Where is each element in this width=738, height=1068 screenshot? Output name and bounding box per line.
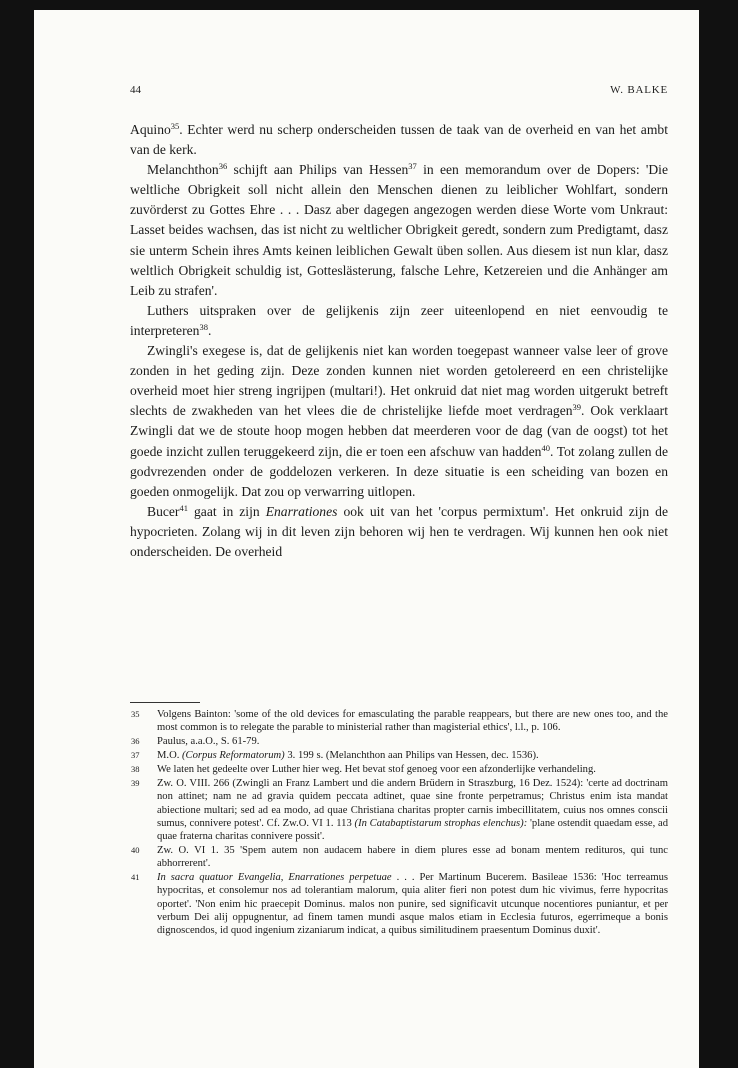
running-head: W. BALKE [610, 84, 668, 96]
text-run: Aquino [130, 122, 171, 137]
footnote-ref-36: 36 [218, 161, 228, 172]
text-run: Luthers uitspraken over de gelijkenis zijn zeer uiteenlopend en niet eenvoudig te interpreteren [130, 302, 668, 338]
footnote-number: 38 [131, 764, 140, 775]
footnote-39 [130, 777, 668, 843]
footnote-36 [130, 735, 668, 748]
footnote-text: We laten het gedeelte over Luther hier weg. Het bevat stof genoeg voor een afzonderlijke verhandeling. [157, 764, 596, 776]
footnote-rule [130, 702, 200, 703]
text-run: . Tot zolang zullen de godvrezenden onder de goddelozen verkeren. In deze situatie is een scheiding van bozen en goeden onmogelijk. Dat zou op verwarring uitlopen. [130, 443, 668, 499]
footnote-number: 37 [131, 750, 140, 761]
page-header [130, 84, 668, 100]
text-run: schijft aan Philips van Hessen [227, 162, 409, 178]
footnote-text: Paulus, a.a.O., S. 61-79. [157, 736, 260, 748]
footnote-text: M.O. [157, 750, 183, 762]
footnote-ref-40: 40 [541, 442, 550, 453]
footnote-italic: (Corpus Reformatorum) [182, 750, 285, 762]
text-run: Melanchthon [147, 162, 219, 178]
footnote-text: 'plane ostendit quaedam esse, ad quae fraterna charitas connivere possit'. [157, 817, 668, 843]
footnote-ref-39: 39 [572, 402, 582, 413]
footnote-text: Volgens Bainton: 'some of the old devices for emasculating the parable reappears, but there are new ones too, and the most common is to relegate the parable to ministerial rather than magisterial ethics', l.l., p. 106. [157, 709, 668, 734]
footnote-number: 40 [131, 845, 140, 856]
text-run: . Echter werd nu scherp onderscheiden tussen de taak van de overheid en van het ambt van de kerk. [130, 122, 668, 158]
footnote-number: 41 [131, 872, 140, 883]
footnote-number: 35 [131, 709, 140, 719]
footnote-ref-41: 41 [179, 502, 188, 513]
text-run: Bucer [147, 503, 180, 519]
page-edge-shadow [699, 10, 702, 1068]
body-text [130, 120, 668, 562]
footnote-ref-38: 38 [199, 321, 208, 332]
text-run: gaat in zijn [187, 503, 266, 519]
footnote-italic: (In Catabaptistarum strophas elenchus): [354, 817, 528, 829]
footnote-ref-35: 35 [170, 121, 180, 131]
footnote-40 [130, 844, 668, 870]
footnote-ref-37: 37 [408, 161, 417, 172]
footnote-text: Zw. O. VIII. 266 (Zwingli an Franz Lambert und die andern Brüdern in Straszburg, 16 Dez. 1524): 'certe ad doctrinam non attinet; nam ne ad gravia quidem peccata adtinet, quae sine fronte perpetramus; Christus enim ista mandat abiectione multari; sed ad ea modo, ad quae Christiana charitas propter carnis imbecillitatem, cuius nos omnes conscii sumus, connivere potest'. Cf. Zw.O. VI 1. 113 [157, 778, 668, 829]
footnote-italic: In sacra quatuor Evangelia, Enarrationes perpetuae [157, 872, 392, 884]
paragraph-1 [130, 120, 668, 160]
text-run: Zwingli's exegese is, dat de gelijkenis niet kan worden toegepast wanneer valse leer of grove zonden in het geding zijn. Deze zonden kunnen niet worden getolereerd en een christelijke overheid moet hier streng ingrijpen (multari!). Het onkruid dat niet mag worden uitgerukt betreft slechts de zwakheden van het vlees die de christelijke liefde moet verdragen [130, 343, 668, 419]
footnote-text: Zw. O. VI 1. 35 'Spem autem non audacem habere in diem plures esse ad bonam mentem redituros, qui tunc abhorrerent'. [157, 845, 668, 870]
footnote-text: 3. 199 s. (Melanchthon aan Philips van Hessen, dec. 1536). [284, 750, 539, 762]
footnote-number: 39 [131, 778, 140, 789]
text-run: . [207, 322, 212, 338]
footnote-41 [130, 871, 668, 937]
page-number: 44 [130, 84, 141, 96]
text-run: . Ook verklaart Zwingli dat we de stoute hoop mogen hebben dat meerderen voor de dag (van de oogst) tot het goede inzicht zullen teruggekeerd zijn, die er toen een afschuw van hadden [130, 403, 668, 459]
paragraph-5 [130, 502, 668, 562]
paragraph-2 [130, 160, 668, 301]
italic-title: Enarrationes [265, 503, 338, 519]
paragraph-4 [130, 341, 668, 502]
footnote-38 [130, 763, 668, 776]
footnote-text: . . . Per Martinum Bucerem. Basileae 1536: 'Hoc terreamus hypocritas, et consolemur nos ad tolerantiam malorum, quia aliter fieri non potest dum hic vivimus, ferre hypocritas oportet'. 'Non enim hic praecepit Dominus. malos non punire, sed significavit utcunque nocentiores puniantur, et per verbum Dei alij oppugnentur, ad finem tamen mundi asque malos etiam in Ecclesia futuros, egerrimeque a bonis dignoscendos, id quod ingenium zizaniarum indicat, a quibus similitudinem praesentum Dominus duxit'. [157, 872, 668, 937]
text-run: ook uit van het 'corpus permixtum'. Het onkruid zijn de hypocrieten. Zolang wij in dit leven zijn behoren wij hen te verdragen. Wij kunnen hen ook niet onderscheiden. De overheid [130, 503, 669, 559]
text-run: in een memorandum over de Dopers: 'Die weltliche Obrigkeit soll nicht allein den Menschen dienen zu leiblicher Wohlfart, sondern zuvörderst zu Gottes Ehre . . . Dasz aber dagegen angezogen werden diese Worte vom Unkraut: Lasset beides wachsen, das ist nicht zu weltlicher Obrigkeit geredt, sondern zum Predigtamt, dasz sie unterm Schein ihres Amts keinen leiblichen Gewalt üben sollen. Aus diesem ist nun klar, dasz weltlich Obrigkeit schuldig ist, Gotteslästerung, falsche Lehre, Ketzereien und die Anhänger am Leib zu strafen'. [130, 162, 668, 298]
footnote-number: 36 [131, 736, 140, 747]
paragraph-3 [130, 301, 668, 341]
footnote-35 [130, 708, 668, 734]
footnotes [130, 708, 668, 938]
footnote-37 [130, 749, 668, 762]
